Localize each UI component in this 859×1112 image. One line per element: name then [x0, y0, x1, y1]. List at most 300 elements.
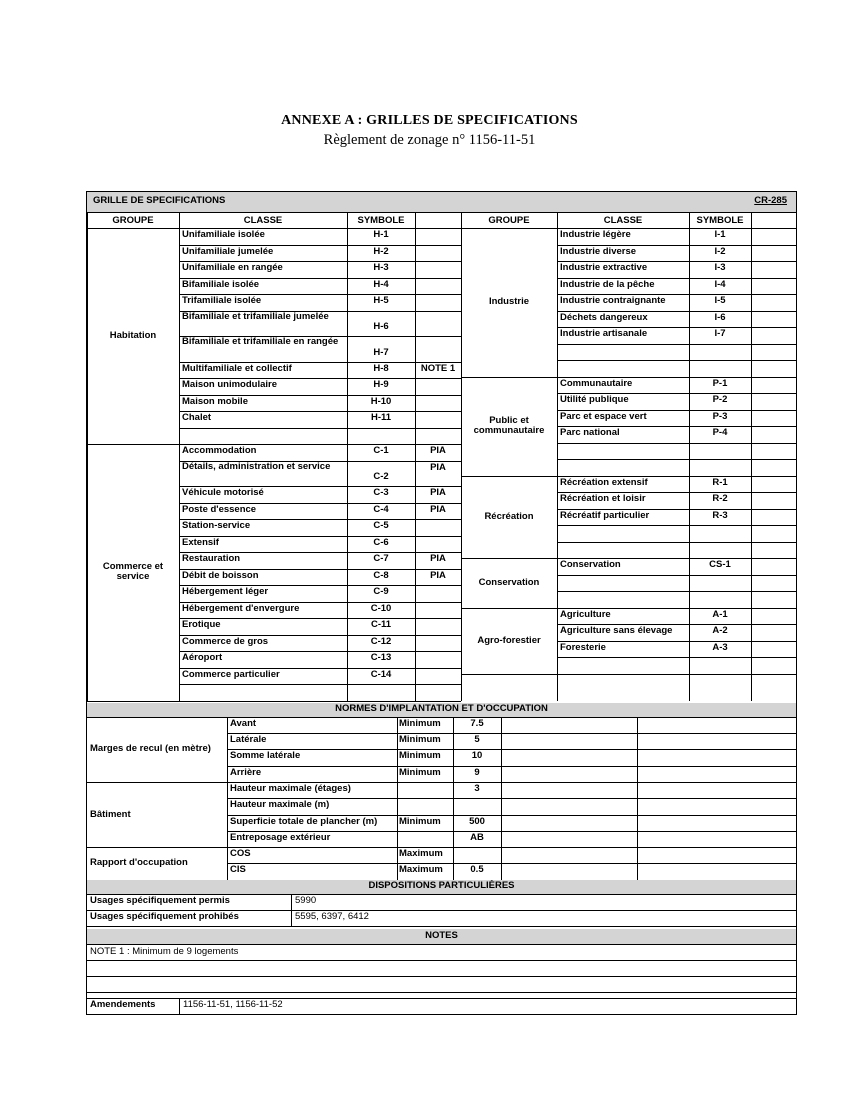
usage-classe: Véhicule motorisé	[182, 488, 264, 499]
grid-rule	[179, 261, 461, 262]
grid-rule	[557, 327, 796, 328]
usage-note	[415, 637, 461, 650]
usage-symbole	[689, 346, 751, 359]
group-label: Industrie	[488, 296, 530, 308]
usage-note: PIA	[430, 554, 446, 565]
disposition-value: 5990	[295, 895, 317, 906]
norme-value: 7.5	[470, 718, 484, 729]
usage-symbole: C-8	[373, 570, 389, 581]
usage-classe: Parc et espace vert	[560, 411, 647, 422]
usage-classe	[560, 362, 687, 377]
usage-symbole: A-3	[712, 642, 728, 653]
usage-symbole: C-1	[373, 446, 389, 457]
group-label: Agro-forestier	[477, 634, 541, 646]
usage-classe	[560, 461, 687, 476]
usage-note	[751, 478, 796, 491]
grid-rule	[179, 362, 461, 363]
usage-classe	[560, 527, 687, 542]
usage-symbole: I-7	[714, 329, 726, 339]
grid-rule	[501, 717, 502, 880]
usage-symbole: I-6	[714, 312, 726, 323]
usage-symbole: H-11	[370, 413, 392, 424]
grid-rule	[751, 212, 752, 701]
grid-rule	[557, 311, 796, 312]
usage-note	[415, 397, 461, 410]
usage-note	[751, 593, 796, 606]
usage-symbole	[689, 527, 751, 540]
note-line: NOTE 1 : Minimum de 9 logements	[90, 946, 239, 957]
grid-rule	[557, 344, 796, 345]
usage-classe: Bifamiliale et trifamiliale jumelée	[182, 311, 329, 322]
usage-symbole: R-3	[712, 510, 728, 521]
norme-group-label: Bâtiment	[90, 808, 131, 820]
usage-symbole: H-3	[373, 263, 389, 273]
usage-symbole	[689, 659, 751, 672]
grid-rule	[87, 992, 796, 993]
usage-symbole: C-13	[370, 653, 392, 664]
norme-item: Hauteur maximale (m)	[230, 800, 330, 811]
grid-rule	[179, 668, 461, 669]
grid-rule	[557, 212, 558, 701]
usage-note: NOTE 1	[420, 363, 456, 374]
grid-rule	[227, 766, 796, 767]
grid-rule	[557, 294, 796, 295]
grid-rule	[227, 847, 796, 848]
usage-classe: Poste d'essence	[182, 504, 257, 515]
grid-rule	[557, 410, 796, 411]
grid-rule	[637, 717, 638, 880]
usage-note	[751, 329, 796, 342]
usage-symbole: I-4	[714, 279, 726, 290]
grid-rule	[87, 894, 796, 895]
grid-rule	[557, 558, 796, 559]
grid-rule	[179, 411, 461, 412]
usage-note	[751, 643, 796, 656]
usage-classe: Communautaire	[560, 378, 633, 389]
amendements-label: Amendements	[90, 1000, 156, 1010]
usage-classe: Chalet	[182, 413, 212, 424]
usage-symbole	[689, 544, 751, 557]
usage-classe: Industrie diverse	[560, 246, 637, 257]
usage-note	[415, 538, 461, 551]
usage-classe	[560, 659, 687, 674]
grid-rule	[179, 569, 461, 570]
usage-note	[751, 362, 796, 375]
usage-symbole	[689, 445, 751, 458]
usage-note	[415, 280, 461, 293]
group-label: Commerce et service	[102, 561, 164, 583]
usage-note	[751, 296, 796, 309]
grid-rule	[557, 443, 796, 444]
norme-qualifier	[399, 800, 452, 814]
usage-classe: Récréation et loisir	[560, 494, 646, 504]
norme-value	[453, 849, 501, 863]
grid-rule	[557, 509, 796, 510]
group-label: Habitation	[109, 330, 157, 342]
grid-rule	[557, 492, 796, 493]
grid-rule	[227, 782, 796, 783]
usage-symbole: C-12	[370, 636, 392, 647]
usage-note	[415, 653, 461, 666]
grid-rule	[87, 944, 796, 945]
group-label: Public et communautaire	[473, 415, 545, 436]
usage-classe: Conservation	[560, 560, 621, 570]
grid-rule	[179, 618, 461, 619]
norme-group-label: Rapport d'occupation	[90, 857, 188, 869]
usage-symbole: H-5	[373, 296, 389, 306]
usage-note	[751, 445, 796, 458]
usage-note	[415, 521, 461, 534]
usage-classe	[560, 544, 687, 559]
usage-symbole	[689, 593, 751, 606]
usage-symbole: P-4	[712, 428, 728, 438]
usage-symbole: I-5	[714, 296, 726, 306]
usage-classe: Bifamiliale et trifamiliale en rangée	[182, 337, 339, 348]
usage-symbole: H-2	[373, 246, 389, 257]
dispositions-title: DISPOSITIONS PARTICULIÈRES	[87, 880, 796, 894]
grid-rule	[87, 998, 796, 999]
zone-code: CR-285	[754, 196, 787, 206]
norme-value: AB	[470, 832, 484, 843]
usage-symbole: C-10	[370, 603, 392, 614]
usage-symbole: H-4	[373, 279, 389, 290]
usage-note	[415, 338, 461, 351]
usage-symbole: C-5	[373, 521, 389, 532]
grid-rule	[557, 245, 796, 246]
usage-classe: Maison unimodulaire	[182, 380, 278, 391]
grid-rule	[461, 212, 462, 701]
grid-rule	[179, 519, 461, 520]
norme-qualifier: Minimum	[399, 735, 441, 746]
usage-note	[415, 296, 461, 309]
usage-classe: Commerce de gros	[182, 636, 269, 647]
usage-note	[415, 413, 461, 426]
usage-classe: Agriculture sans élevage	[560, 626, 673, 636]
usage-note	[751, 511, 796, 524]
usage-note	[415, 247, 461, 260]
grid-rule	[557, 393, 796, 394]
grid-rule	[179, 212, 180, 701]
grid-rule	[87, 976, 796, 977]
grid-rule	[557, 542, 796, 543]
grid-rule	[557, 591, 796, 592]
usage-classe: Détails, administration et service	[182, 461, 331, 472]
specification-grid	[86, 191, 797, 1015]
norme-qualifier: Maximum	[399, 849, 443, 860]
usage-classe: Commerce particulier	[182, 669, 280, 680]
grid-rule	[179, 428, 461, 429]
grid-rule	[557, 624, 796, 625]
usage-classe: Foresterie	[560, 642, 606, 653]
col-header-classe: CLASSE	[243, 215, 283, 226]
usage-note	[415, 587, 461, 600]
usage-symbole: C-9	[373, 587, 389, 598]
usage-classe: Hébergement d'envergure	[182, 603, 300, 614]
grid-rule	[227, 863, 796, 864]
grid-rule	[179, 998, 180, 1014]
col-header-groupe: GROUPE	[112, 215, 154, 226]
usage-classe: Trifamiliale isolée	[182, 296, 262, 306]
norme-value: 10	[471, 751, 483, 762]
norme-group-label: Marges de recul (en mètre)	[90, 743, 211, 755]
usage-symbole: CS-1	[709, 560, 731, 570]
norme-qualifier	[399, 784, 452, 798]
grid-rule	[461, 674, 557, 675]
usage-classe	[560, 346, 687, 361]
norme-value: 5	[474, 735, 480, 746]
norme-item: Superficie totale de plancher (m)	[230, 816, 378, 827]
norme-qualifier: Minimum	[399, 816, 441, 827]
usage-symbole: A-1	[712, 609, 728, 620]
document-subtitle: Règlement de zonage n° 1156-11-51	[323, 132, 536, 148]
grid-rule	[179, 635, 461, 636]
grid-rule	[557, 278, 796, 279]
col-header-classe: CLASSE	[603, 215, 643, 226]
usage-symbole: C-14	[370, 669, 392, 680]
norme-value: 9	[474, 767, 480, 778]
grid-rule	[227, 831, 796, 832]
usage-classe: Industrie artisanale	[560, 329, 648, 339]
usage-note: PIA	[430, 462, 446, 473]
usage-symbole: H-10	[370, 396, 392, 407]
group-label: Récréation	[484, 510, 534, 522]
usage-note: PIA	[430, 446, 446, 457]
grid-rule	[227, 749, 796, 750]
usage-note: PIA	[430, 488, 446, 499]
grid-rule	[557, 459, 796, 460]
grid-rule	[557, 674, 796, 675]
usage-symbole: H-6	[373, 322, 389, 333]
usage-symbole: H-8	[373, 363, 389, 374]
usage-classe: Station-service	[182, 521, 251, 532]
usage-classe: Aéroport	[182, 653, 223, 664]
usage-note	[751, 379, 796, 392]
usage-classe: Restauration	[182, 554, 241, 565]
usage-symbole: R-1	[712, 477, 728, 488]
grid-rule	[179, 245, 461, 246]
notes-title: NOTES	[87, 929, 796, 944]
grid-rule	[179, 395, 461, 396]
grid-rule	[227, 717, 228, 880]
grid-rule	[415, 212, 416, 701]
norme-qualifier: Maximum	[399, 865, 443, 876]
grid-rule	[179, 444, 461, 445]
grid-title: GRILLE DE SPÉCIFICATIONS	[93, 196, 226, 206]
grid-rule	[87, 960, 796, 961]
usage-classe: Industrie légère	[560, 230, 631, 240]
grid-rule	[179, 536, 461, 537]
usage-classe: Hébergement léger	[182, 587, 269, 598]
col-header-groupe: GROUPE	[488, 215, 530, 226]
grid-rule	[557, 377, 796, 378]
usage-note	[415, 430, 461, 443]
grid-rule	[179, 684, 461, 685]
usage-classe: Utilité publique	[560, 395, 629, 405]
normes-title: NORMES D'IMPLANTATION ET D'OCCUPATION	[87, 703, 796, 717]
usage-classe: Unifamiliale en rangée	[182, 263, 283, 273]
grid-rule	[179, 651, 461, 652]
usage-classe: Débit de boisson	[182, 570, 259, 581]
usage-classe: Unifamiliale jumelée	[182, 246, 274, 257]
usage-symbole	[689, 577, 751, 590]
usage-note: PIA	[430, 570, 446, 581]
grid-rule	[179, 585, 461, 586]
norme-item: Entreposage extérieur	[230, 832, 331, 843]
usage-classe: Récréation extensif	[560, 477, 648, 488]
usage-classe: Industrie de la pêche	[560, 279, 655, 290]
grid-rule	[87, 212, 88, 701]
usage-symbole	[347, 430, 415, 443]
grid-rule	[557, 261, 796, 262]
usage-note	[751, 280, 796, 293]
usage-note	[415, 380, 461, 393]
usage-classe: Industrie extractive	[560, 263, 648, 273]
usage-symbole: H-7	[373, 347, 389, 358]
grid-rule	[557, 608, 796, 609]
grid-rule	[227, 798, 796, 799]
grid-rule	[87, 926, 796, 927]
norme-qualifier: Minimum	[399, 767, 441, 778]
usage-symbole: P-3	[712, 411, 728, 422]
usage-note	[415, 230, 461, 243]
usage-note	[751, 610, 796, 623]
grid-rule	[227, 733, 796, 734]
grid-rule	[179, 486, 461, 487]
grid-rule	[179, 503, 461, 504]
usage-classe	[182, 430, 345, 445]
usage-note	[751, 263, 796, 276]
usage-note	[751, 560, 796, 573]
usage-symbole: C-6	[373, 537, 389, 548]
grid-rule	[557, 360, 796, 361]
usage-symbole: H-9	[373, 380, 389, 391]
usage-note	[751, 230, 796, 243]
usage-symbole: P-1	[712, 378, 728, 389]
usage-classe: Récréatif particulier	[560, 510, 650, 521]
usage-symbole	[689, 461, 751, 474]
usage-note	[415, 263, 461, 276]
usage-symbole: A-2	[712, 626, 728, 636]
usage-note	[751, 626, 796, 639]
norme-item: Avant	[230, 718, 257, 729]
amendements-value: 1156-11-51, 1156-11-52	[183, 1000, 283, 1010]
grid-rule	[227, 815, 796, 816]
usage-note	[415, 686, 461, 699]
grid-rule	[87, 701, 179, 702]
usage-classe: Multifamiliale et collectif	[182, 363, 292, 374]
grid-rule	[453, 717, 454, 880]
col-header-symbole: SYMBOLE	[357, 215, 405, 226]
grid-rule	[179, 278, 461, 279]
grid-rule	[179, 602, 461, 603]
norme-item: Hauteur maximale (étages)	[230, 783, 351, 794]
usage-symbole: C-7	[373, 554, 389, 565]
usage-symbole: I-3	[714, 263, 726, 273]
grid-rule	[557, 657, 796, 658]
grid-rule	[397, 717, 398, 880]
norme-qualifier: Minimum	[399, 718, 441, 729]
usage-note	[751, 313, 796, 326]
usage-note	[751, 461, 796, 474]
usage-symbole: I-2	[714, 246, 726, 257]
usage-classe	[560, 593, 687, 608]
grid-rule	[557, 476, 796, 477]
norme-item: CIS	[230, 865, 246, 876]
usage-classe: Déchets dangereux	[560, 312, 648, 323]
usage-classe	[560, 577, 687, 592]
disposition-value: 5595, 6397, 6412	[295, 911, 369, 922]
grid-rule	[291, 894, 292, 926]
document-title: ANNEXE A : GRILLES DE SPECIFICATIONS	[281, 113, 578, 128]
usage-note	[751, 544, 796, 557]
norme-item: Somme latérale	[230, 751, 301, 762]
usage-classe: Maison mobile	[182, 396, 248, 407]
usage-symbole: C-11	[370, 620, 392, 631]
norme-value	[453, 800, 501, 814]
norme-value: 3	[474, 783, 480, 794]
norme-item: Arrière	[230, 767, 262, 778]
usage-symbole: C-2	[373, 472, 389, 483]
usage-note	[415, 604, 461, 617]
norme-item: COS	[230, 849, 251, 860]
usage-note	[751, 659, 796, 672]
usage-note	[415, 670, 461, 683]
usage-note	[751, 247, 796, 260]
grid-rule	[179, 378, 461, 379]
usage-note	[751, 527, 796, 540]
norme-item: Latérale	[230, 735, 267, 746]
usage-classe: Parc national	[560, 428, 620, 438]
grid-rule	[557, 426, 796, 427]
usage-note	[415, 620, 461, 633]
usage-note: PIA	[430, 504, 446, 515]
grid-rule	[179, 701, 461, 702]
col-header-symbole: SYMBOLE	[696, 215, 744, 226]
usage-symbole: C-3	[373, 488, 389, 499]
grid-rule	[557, 575, 796, 576]
usage-symbole: H-1	[373, 230, 389, 240]
usage-classe: Extensif	[182, 537, 219, 548]
usage-symbole: P-2	[712, 395, 728, 405]
grid-rule	[87, 910, 796, 911]
usage-note	[751, 412, 796, 425]
disposition-label: Usages spécifiquement prohibés	[90, 911, 239, 922]
usage-symbole: R-2	[712, 494, 728, 504]
usage-symbole: C-4	[373, 504, 389, 515]
norme-value: 500	[469, 816, 485, 827]
usage-classe: Accommodation	[182, 446, 257, 457]
usage-note	[751, 494, 796, 507]
group-label: Conservation	[478, 576, 540, 588]
usage-note	[751, 395, 796, 408]
usage-note	[415, 313, 461, 326]
grid-rule	[557, 525, 796, 526]
grid-rule	[557, 641, 796, 642]
usage-classe: Érotique	[182, 620, 221, 631]
usage-note	[751, 428, 796, 441]
norme-qualifier: Minimum	[399, 751, 441, 762]
usage-symbole	[689, 362, 751, 375]
grid-rule	[689, 212, 690, 701]
grid-rule	[347, 212, 348, 701]
grid-rule	[179, 552, 461, 553]
norme-qualifier	[399, 833, 452, 847]
grid-rule	[179, 294, 461, 295]
usage-classe: Unifamiliale isolée	[182, 230, 265, 240]
usage-note	[751, 346, 796, 359]
usage-classe: Bifamiliale isolée	[182, 279, 260, 290]
usage-symbole	[347, 686, 415, 699]
